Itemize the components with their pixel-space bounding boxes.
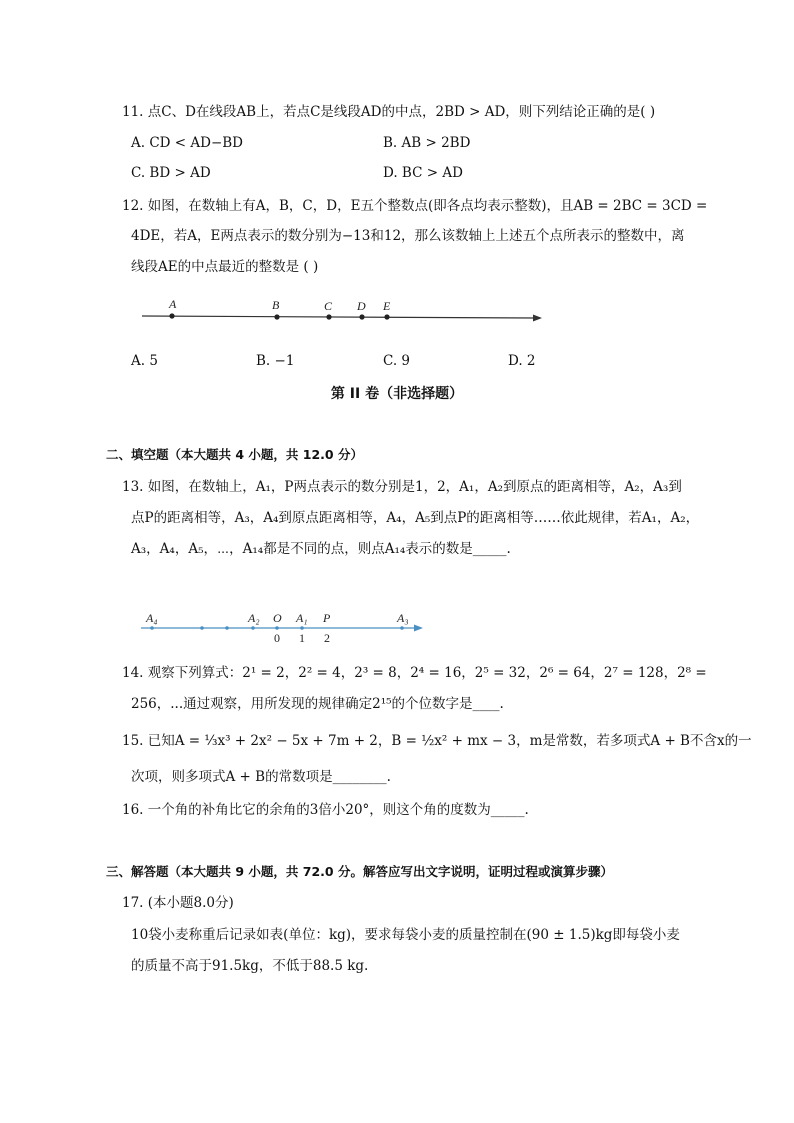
q12-line2: 4DE，若A，E两点表示的数分别为−13和12，那么该数轴上上述五个点所表示的整数中，离 — [131, 228, 685, 244]
q16-line1: 16. 一个角的补角比它的余角的3倍小20°，则这个角的度数为_____. — [122, 802, 529, 818]
q12-option-a: A. 5 — [131, 353, 158, 369]
q11-option-c: C. BD > AD — [131, 165, 211, 181]
q11-option-b: B. AB > 2BD — [383, 135, 471, 151]
q13-label-a4: A₄ — [146, 611, 158, 625]
q12-label-e: E — [383, 299, 391, 313]
q13-label-a3: A₃ — [397, 611, 409, 625]
q13-tick-0: 0 — [274, 631, 280, 645]
q12-option-c: C. 9 — [383, 353, 411, 369]
q17-line1: 17. (本小题8.0分) — [122, 895, 234, 911]
q11-option-d: D. BC > AD — [383, 165, 463, 181]
q12-point-b — [274, 314, 279, 319]
q17-line3: 的质量不高于91.5kg，不低于88.5 kg. — [131, 958, 369, 974]
q12-point-c — [326, 314, 331, 319]
q12-label-b: B — [272, 298, 280, 312]
q12-line1: 12. 如图，在数轴上有A，B，C，D，E五个整数点(即各点均表示整数)，且AB = 2BC = 3CD = — [122, 198, 708, 214]
q13-tick-1: 1 — [299, 631, 305, 645]
q12-line3: 线段AE的中点最近的整数是 ( ) — [131, 259, 319, 275]
q11-stem: 11. 点C、D在线段AB上，若点C是线段AD的中点，2BD > AD，则下列结论正确的是( ) — [122, 104, 656, 120]
q13-label-p: P — [323, 611, 331, 625]
q15-line1: 15. 已知A = ⅓x³ + 2x² − 5x + 7m + 2，B = ½x² + mx − 3，m是常数，若多项式A + B不含x的一 — [122, 733, 752, 749]
q13-line2: 点P的距离相等，A₃，A₄到原点距离相等，A₄，A₅到点P的距离相等……依此规律，若A₁，A₂， — [131, 510, 700, 526]
q12-label-d: D — [357, 299, 366, 313]
section2-heading: 二、填空题（本大题共 4 小题，共 12.0 分） — [106, 447, 363, 462]
q12-option-d: D. 2 — [508, 353, 536, 369]
q12-point-a — [169, 313, 174, 318]
section3-heading: 三、解答题（本大题共 9 小题，共 72.0 分。解答应写出文字说明，证明过程或演算步骤） — [106, 864, 613, 879]
q13-number-line-figure — [138, 610, 430, 646]
q12-label-c: C — [324, 299, 333, 313]
q13-line3: A₃，A₄，A₅，⋯，A₁₄都是不同的点，则点A₁₄表示的数是_____. — [131, 541, 511, 557]
q12-point-d — [359, 314, 364, 319]
q15-line2: 次项，则多项式A + B的常数项是________. — [131, 769, 391, 785]
q12-label-a: A — [169, 297, 177, 311]
q13-line1: 13. 如图，在数轴上，A₁，P两点表示的数分别是1，2，A₁，A₂到原点的距离相等，A₂，A₃到 — [122, 479, 682, 495]
q13-label-o: O — [273, 611, 282, 625]
q13-label-a1: A₁ — [296, 611, 308, 625]
q13-label-a2: A₂ — [248, 611, 260, 625]
q13-tick-2: 2 — [324, 631, 330, 645]
q17-line2: 10袋小麦称重后记录如表(单位：kg)，要求每袋小麦的质量控制在(90 ± 1.5)kg即每袋小麦 — [131, 927, 680, 943]
q14-line2: 256，...通过观察，用所发现的规律确定2¹⁵的个位数字是____. — [131, 696, 504, 712]
q12-number-line-figure — [138, 293, 550, 333]
q14-line1: 14. 观察下列算式：2¹ = 2，2² = 4，2³ = 8，2⁴ = 16，2⁵ = 32，2⁶ = 64，2⁷ = 128，2⁸ = — [122, 665, 707, 681]
q11-option-a: A. CD < AD−BD — [131, 135, 244, 151]
part2-title: 第 II 卷（非选择题） — [330, 386, 464, 402]
q12-point-e — [384, 314, 389, 319]
q12-option-b: B. −1 — [256, 353, 295, 369]
